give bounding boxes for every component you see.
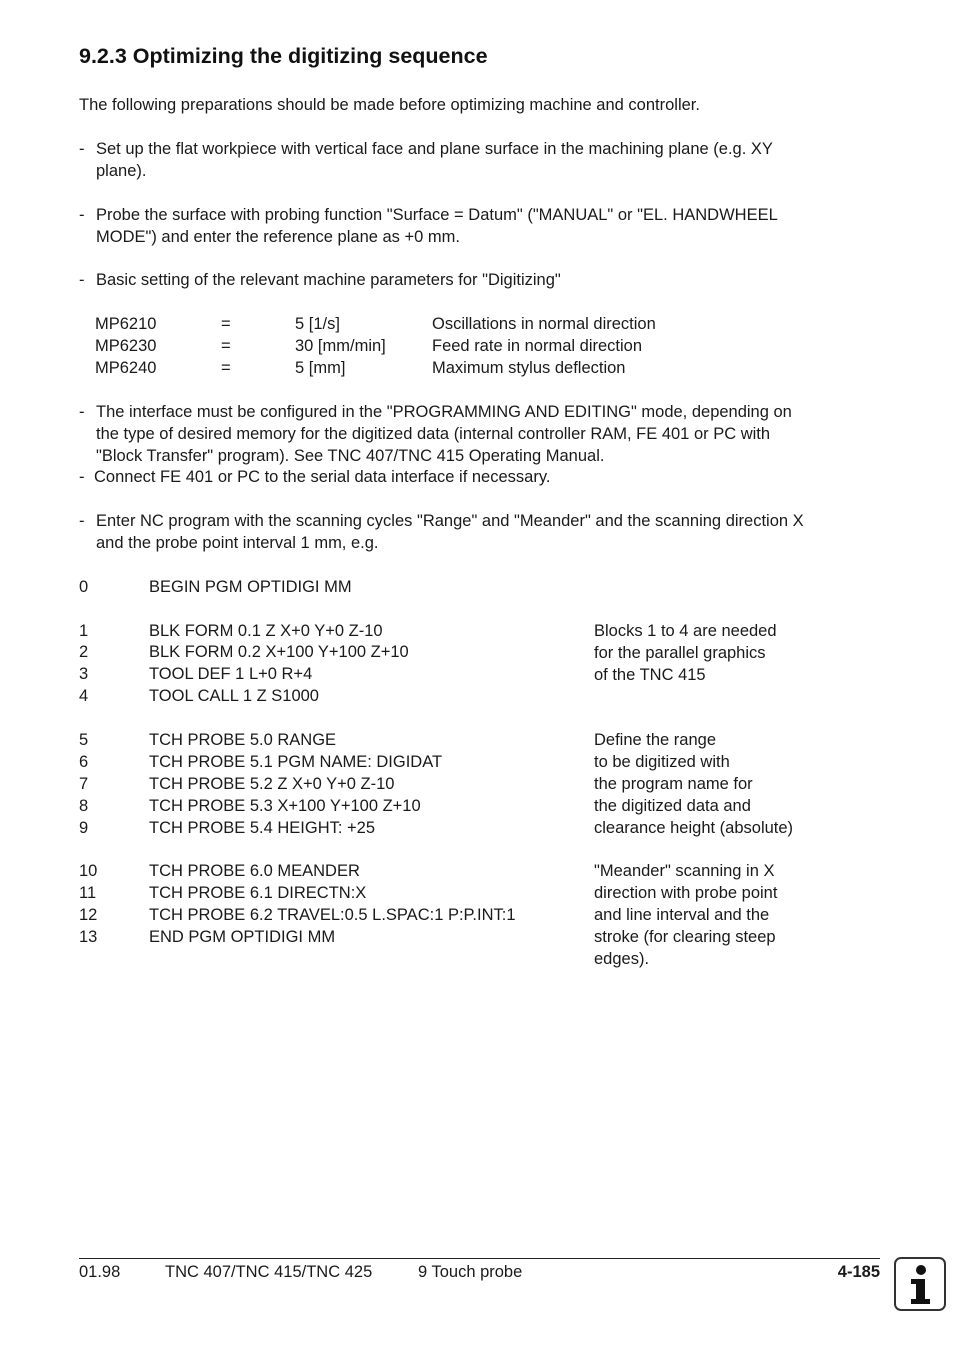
bullet-line: The interface must be configured in the "PROGRAMMING AND EDITING" mode, depending on — [96, 403, 792, 421]
block-code: TCH PROBE 5.3 X+100 Y+100 Z+10 — [149, 797, 421, 815]
note-line: the digitized data and — [594, 797, 751, 815]
block-code: TCH PROBE 5.1 PGM NAME: DIGIDAT — [149, 753, 443, 771]
bullet-dash: - — [79, 468, 85, 486]
bullet-dash: - — [79, 206, 85, 224]
block-number: 6 — [79, 753, 89, 771]
note-line: for the parallel graphics — [594, 644, 766, 662]
note-line: and line interval and the — [594, 906, 770, 924]
info-icon — [894, 1257, 946, 1311]
note-line: stroke (for clearing steep — [594, 928, 776, 946]
note-line: to be digitized with — [594, 753, 730, 771]
block-number: 4 — [79, 687, 89, 705]
block-code: TCH PROBE 6.1 DIRECTN:X — [149, 884, 367, 902]
param-description: Feed rate in normal direction — [432, 337, 643, 355]
bullet-line: MODE") and enter the reference plane as +0 mm. — [96, 228, 460, 246]
note-line: the program name for — [594, 775, 753, 793]
bullet-line: Set up the flat workpiece with vertical face and plane surface in the machining plane (e.g. XY — [96, 140, 773, 158]
param-equals: = — [221, 337, 231, 355]
param-value: 5 [1/s] — [295, 315, 340, 333]
param-name: MP6240 — [95, 359, 157, 377]
block-code: TCH PROBE 6.0 MEANDER — [149, 862, 360, 880]
note-line: Blocks 1 to 4 are needed — [594, 622, 777, 640]
note-line: of the TNC 415 — [594, 666, 706, 684]
block-code: TCH PROBE 5.2 Z X+0 Y+0 Z-10 — [149, 775, 395, 793]
block-number: 3 — [79, 665, 89, 683]
block-number: 9 — [79, 819, 89, 837]
bullet-line: Probe the surface with probing function "Surface = Datum" ("MANUAL" or "EL. HANDWHEEL — [96, 206, 778, 224]
footer-chapter: 9 Touch probe — [418, 1263, 523, 1281]
param-value: 5 [mm] — [295, 359, 346, 377]
block-number: 11 — [79, 884, 97, 902]
block-code: TCH PROBE 6.2 TRAVEL:0.5 L.SPAC:1 P:P.INT:1 — [149, 906, 516, 924]
footer-rule — [79, 1258, 880, 1259]
note-line: direction with probe point — [594, 884, 778, 902]
block-number: 10 — [79, 862, 98, 880]
block-code: BEGIN PGM OPTIDIGI MM — [149, 578, 352, 596]
bullet-line: Basic setting of the relevant machine parameters for "Digitizing" — [96, 271, 561, 289]
footer-date: 01.98 — [79, 1263, 121, 1281]
bullet-line: plane). — [96, 162, 147, 180]
block-code: END PGM OPTIDIGI MM — [149, 928, 336, 946]
bullet-dash: - — [79, 512, 85, 530]
bullet-dash: - — [79, 271, 85, 289]
param-description: Maximum stylus deflection — [432, 359, 626, 377]
intro-paragraph: The following preparations should be made before optimizing machine and controller. — [79, 96, 700, 114]
block-code: TOOL CALL 1 Z S1000 — [149, 687, 319, 705]
block-number: 0 — [79, 578, 89, 596]
block-number: 13 — [79, 928, 98, 946]
block-number: 2 — [79, 643, 89, 661]
note-line: edges). — [594, 950, 650, 968]
footer-models: TNC 407/TNC 415/TNC 425 — [165, 1263, 373, 1281]
block-code: TCH PROBE 5.0 RANGE — [149, 731, 337, 749]
block-number: 12 — [79, 906, 98, 924]
param-name: MP6210 — [95, 315, 157, 333]
block-number: 1 — [79, 622, 89, 640]
block-code: TOOL DEF 1 L+0 R+4 — [149, 665, 313, 683]
note-line: Define the range — [594, 731, 717, 749]
note-graphics-blocks — [594, 620, 777, 686]
bullet-line: Enter NC program with the scanning cycles "Range" and "Meander" and the scanning direction X — [96, 512, 804, 530]
note-line: "Meander" scanning in X — [594, 862, 775, 880]
bullet-line: the type of desired memory for the digitized data (internal controller RAM, FE 401 or PC with — [96, 425, 771, 443]
block-number: 7 — [79, 775, 89, 793]
param-name: MP6230 — [95, 337, 157, 355]
param-value: 30 [mm/min] — [295, 337, 386, 355]
param-equals: = — [221, 359, 231, 377]
page-number: 4-185 — [837, 1263, 880, 1281]
param-description: Oscillations in normal direction — [432, 315, 656, 333]
block-code: BLK FORM 0.2 X+100 Y+100 Z+10 — [149, 643, 409, 661]
page-title: 9.2.3 Optimizing the digitizing sequence — [79, 44, 488, 68]
note-line: clearance height (absolute) — [594, 819, 794, 837]
block-number: 5 — [79, 731, 89, 749]
bullet-line: "Block Transfer" program). See TNC 407/TNC 415 Operating Manual. — [96, 447, 605, 465]
bullet-dash: - — [79, 403, 85, 421]
block-code: BLK FORM 0.1 Z X+0 Y+0 Z-10 — [149, 622, 383, 640]
param-equals: = — [221, 315, 231, 333]
bullet-dash: - — [79, 140, 85, 158]
block-number: 8 — [79, 797, 89, 815]
note-meander-scanning — [594, 860, 777, 970]
block-code: TCH PROBE 5.4 HEIGHT: +25 — [149, 819, 376, 837]
note-define-range — [594, 729, 793, 839]
bullet-line: and the probe point interval 1 mm, e.g. — [96, 534, 379, 552]
bullet-line: Connect FE 401 or PC to the serial data interface if necessary. — [94, 468, 551, 486]
